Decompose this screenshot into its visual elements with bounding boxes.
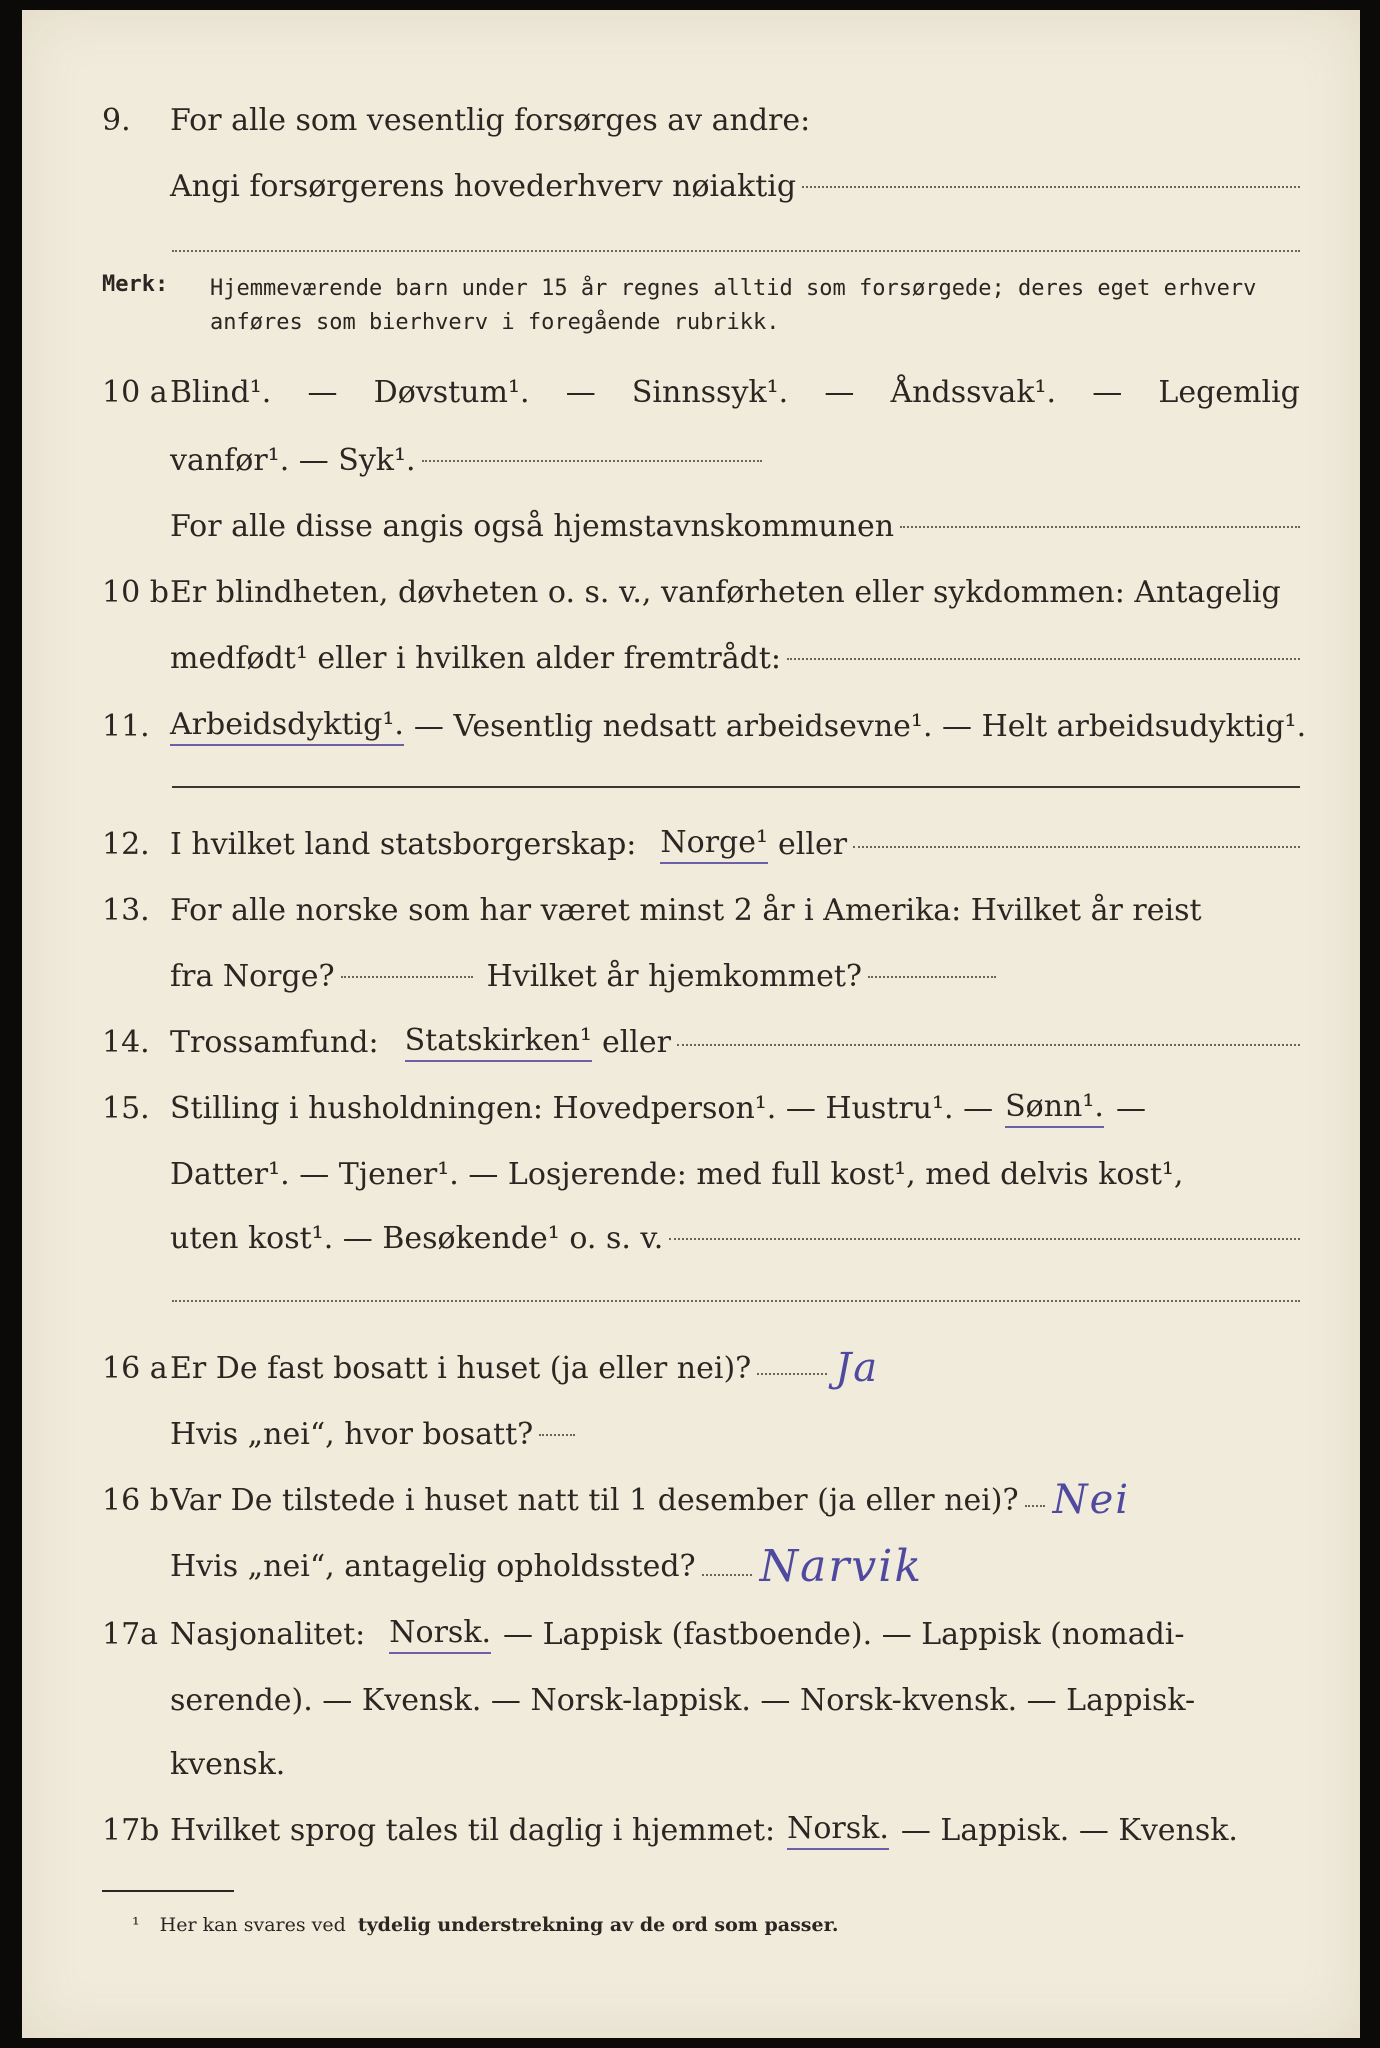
answer-field[interactable] (1025, 1505, 1045, 1507)
question-16b-line-2 (22, 1536, 1360, 1596)
note-label: Merk: (102, 272, 169, 297)
question-text: eller (601, 1024, 671, 1060)
question-number: 16 a (102, 1350, 168, 1386)
question-text: fra Norge? (170, 958, 335, 994)
question-15 (22, 1078, 1360, 1138)
question-text: Er De fast bosatt i huset (ja eller nei)? (170, 1350, 752, 1386)
question-text (170, 375, 1300, 410)
question-text: Hvis „nei“, hvor bosatt? (170, 1416, 534, 1452)
question-number: 10 b (102, 574, 169, 610)
question-text: For alle disse angis også hjemstavnskommunen (170, 508, 895, 544)
question-text: Datter¹. — Tjener¹. — Losjerende: med full kost¹, med delvis kost¹, (170, 1156, 1184, 1192)
question-12 (22, 814, 1360, 874)
question-text: Nasjonalitet: (170, 1616, 366, 1652)
separator-line (172, 786, 1300, 788)
underlined-answer: Arbeidsdyktig¹. (170, 707, 404, 746)
handwritten-answer: Nei (1052, 1477, 1131, 1523)
answer-field[interactable] (757, 1373, 827, 1375)
question-text: For alle norske som har været minst 2 år i Amerika: Hvilket år reist (170, 892, 1202, 928)
answer-field[interactable] (787, 658, 1300, 660)
underlined-answer: Sønn¹. (1005, 1089, 1104, 1128)
question-16a-line-2 (22, 1404, 1360, 1464)
question-number: 13. (102, 892, 150, 928)
separator-line (172, 1300, 1300, 1302)
question-10a-option: — (824, 374, 855, 410)
question-number: 10 a (102, 374, 168, 410)
question-9-line-2 (22, 156, 1360, 216)
question-16b (22, 1470, 1360, 1530)
question-text: Er blindheten, døvheten o. s. v., vanførheten eller sykdommen: Antagelig (170, 574, 1281, 610)
question-text: Trossamfund: (170, 1024, 379, 1060)
question-text: medfødt¹ eller i hvilken alder fremtrådt: (170, 640, 781, 676)
question-number: 17a (102, 1616, 159, 1652)
underlined-answer: Norsk. (389, 1615, 491, 1654)
handwritten-answer: Ja (835, 1345, 880, 1391)
question-text: vanfør¹. — Syk¹. (170, 442, 416, 478)
question-text: uten kost¹. — Besøkende¹ o. s. v. (170, 1220, 664, 1256)
question-14 (22, 1012, 1360, 1072)
answer-field[interactable] (341, 976, 473, 978)
footnote-rule (102, 1890, 234, 1892)
question-10a-option: Døvstum¹. (373, 374, 530, 410)
question-15-line-3 (22, 1208, 1360, 1268)
question-17a-line-3 (22, 1734, 1360, 1794)
handwritten-answer: Narvik (759, 1540, 923, 1592)
note-text: Hjemmeværende barn under 15 år regnes alltid som forsørgede; deres eget erhverv (210, 276, 1257, 301)
question-17a (22, 1604, 1360, 1664)
answer-field[interactable] (868, 976, 996, 978)
question-9 (22, 90, 1360, 150)
note-text: anføres som bierhverv i foregående rubrikk. (210, 310, 780, 335)
question-10a-option: — (565, 374, 596, 410)
underlined-answer: Statskirken¹ (405, 1023, 592, 1062)
question-number: 11. (102, 708, 150, 744)
answer-field[interactable] (669, 1238, 1300, 1240)
question-17b (22, 1800, 1360, 1860)
question-13 (22, 880, 1360, 940)
question-11 (22, 696, 1360, 756)
question-10a-option: Åndssvak¹. (890, 374, 1057, 410)
question-number: 15. (102, 1090, 150, 1126)
answer-field[interactable] (702, 1574, 752, 1576)
answer-field[interactable] (539, 1434, 575, 1436)
question-text: — Lappisk (fastboende). — Lappisk (nomadi- (503, 1616, 1185, 1652)
question-number: 12. (102, 826, 150, 862)
question-text: — Lappisk. — Kvensk. (900, 1812, 1238, 1848)
question-number: 14. (102, 1024, 150, 1060)
answer-field[interactable] (900, 526, 1300, 528)
question-10a-option: Blind¹. (170, 374, 272, 410)
answer-field[interactable] (422, 460, 762, 462)
question-number: 16 b (102, 1482, 169, 1518)
question-number: 17b (102, 1812, 160, 1848)
question-text: kvensk. (170, 1746, 286, 1782)
underlined-answer: Norge¹ (660, 825, 768, 864)
question-10a-option: — (1092, 374, 1123, 410)
question-text: Angi forsørgerens hovederhverv nøiaktig (170, 168, 797, 204)
answer-field[interactable] (853, 846, 1300, 848)
question-16a (22, 1338, 1360, 1398)
underlined-answer: Norsk. (787, 1811, 889, 1850)
question-text: — Vesentlig nedsatt arbeidsevne¹. — Helt arbeidsudyktig¹. (413, 708, 1307, 744)
question-10a-option: Legemlig (1158, 374, 1300, 410)
question-text: Hvilket sprog tales til daglig i hjemmet: (170, 1812, 776, 1848)
question-text: I hvilket land statsborgerskap: (170, 826, 637, 862)
question-10a-option: Sinnssyk¹. (631, 374, 789, 410)
question-text: For alle som vesentlig forsørges av andre: (170, 102, 811, 138)
question-13-line-2 (22, 946, 1360, 1006)
question-text: Var De tilstede i huset natt til 1 desember (ja eller nei)? (170, 1482, 1019, 1518)
question-10b-line-2 (22, 628, 1360, 688)
answer-field[interactable] (677, 1044, 1300, 1046)
question-text: Hvis „nei“, antagelig opholdssted? (170, 1548, 696, 1584)
question-15-line-2 (22, 1144, 1360, 1204)
question-10a-option: — (307, 374, 338, 410)
census-form-page (22, 10, 1360, 2038)
question-10a (22, 362, 1360, 422)
question-10a-line-3 (22, 496, 1360, 556)
footnote-text-bold: tydelig understrekning av de ord som passer. (357, 1914, 839, 1936)
question-text: eller (778, 826, 848, 862)
question-10b (22, 562, 1360, 622)
question-text: serende). — Kvensk. — Norsk-lappisk. — Norsk-kvensk. — Lappisk- (170, 1682, 1196, 1718)
question-text: Stilling i husholdningen: Hovedperson¹. — Hustru¹. — (170, 1090, 994, 1126)
question-10a-line-2 (22, 430, 1360, 490)
footnote-text: Her kan svares ved (159, 1914, 346, 1936)
question-17a-line-2 (22, 1670, 1360, 1730)
question-text: Hvilket år hjemkommet? (486, 958, 863, 994)
footnote-mark: ¹ (132, 1914, 140, 1936)
footnote (132, 1914, 838, 1936)
answer-field[interactable] (802, 186, 1300, 188)
question-number: 9. (102, 102, 131, 138)
question-text: — (1115, 1090, 1146, 1126)
separator-line (172, 250, 1300, 252)
